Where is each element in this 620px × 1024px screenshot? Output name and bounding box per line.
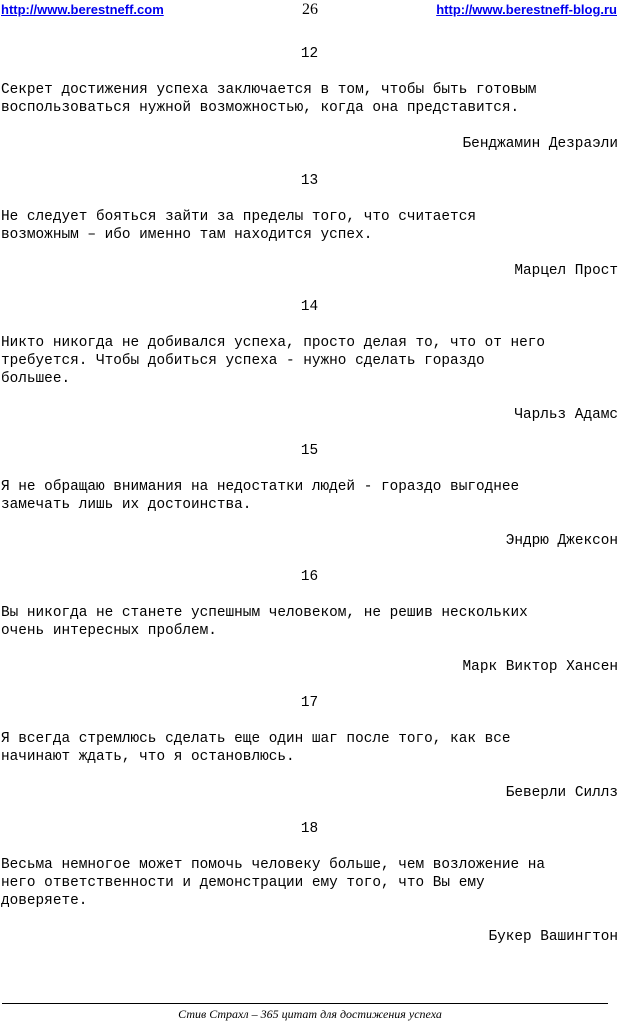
quote-text: Я не обращаю внимания на недостатки людей - гораздо выгоднее замечать лишь их достоинства. (1, 479, 520, 513)
footer-caption: Стив Страхл – 365 цитат для достижения успеха (178, 1007, 442, 1021)
quote-number: 13 (300, 173, 319, 189)
site-link-right[interactable]: http://www.berestneff-blog.ru (436, 2, 617, 17)
quote-item (1, 298, 618, 424)
quote-number: 12 (300, 46, 319, 62)
quote-number: 18 (300, 821, 319, 837)
quote-item (1, 568, 618, 676)
quote-item (1, 172, 618, 280)
quote-author: Букер Вашингтон (488, 929, 618, 945)
quote-text: Не следует бояться зайти за пределы того, что считается возможным – ибо именно там находится успех. (1, 209, 476, 243)
quote-author: Марк Виктор Хансен (462, 659, 618, 675)
quote-author: Эндрю Джексон (505, 533, 618, 549)
quote-number: 16 (300, 569, 319, 585)
quote-item (1, 820, 618, 946)
quote-text: Секрет достижения успеха заключается в том, чтобы быть готовым воспользоваться нужной возможностью, когда она представится. (1, 82, 537, 116)
quote-text: Весьма немногое может помочь человеку больше, чем возложение на него ответственности и демонстрации ему того, что Вы ему доверяете. (1, 857, 546, 909)
quote-author: Бенджамин Дезраэли (462, 136, 618, 152)
quote-item (1, 45, 618, 153)
quote-text: Я всегда стремлюсь сделать еще один шаг после того, как все начинают ждать, что я остановлюсь. (1, 731, 511, 765)
quote-item (1, 442, 618, 550)
quote-number: 17 (300, 695, 319, 711)
quote-text: Вы никогда не станете успешным человеком, не решив нескольких очень интересных проблем. (1, 605, 528, 639)
quote-author: Марцел Прост (514, 263, 618, 279)
site-link-left[interactable]: http://www.berestneff.com (1, 2, 164, 17)
quote-number: 14 (300, 299, 319, 315)
quote-text: Никто никогда не добивался успеха, просто делая то, что от него требуется. Чтобы добиться успеха - нужно сделать гораздо большее. (1, 335, 546, 387)
quote-author: Беверли Силлз (505, 785, 618, 801)
page-number: 26 (302, 1, 318, 18)
quote-item (1, 694, 618, 802)
page-header (0, 0, 620, 22)
footer-divider (2, 1003, 608, 1004)
quote-number: 15 (300, 443, 319, 459)
quote-author: Чарльз Адамс (514, 407, 618, 423)
